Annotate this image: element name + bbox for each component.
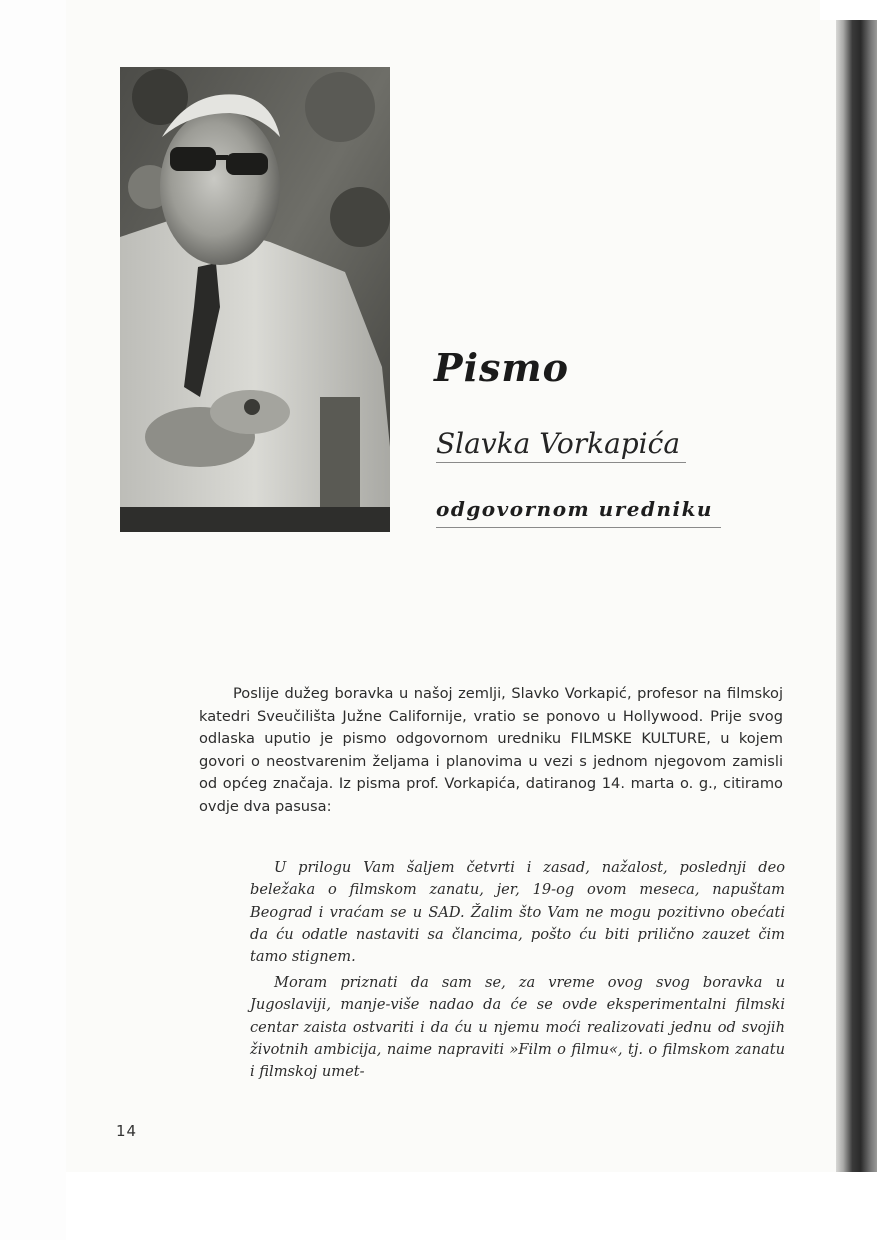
article-subtitle-recipient: odgovornom uredniku [436, 497, 721, 528]
bottom-margin [66, 1172, 877, 1240]
intro-paragraph: Poslije dužeg boravka u našoj zemlji, Slavko Vorkapić, profesor na filmskoj katedri Sveučilišta Južne Californije, vratio se ponovo u Hollywood. Prije svog odlaska uputio je pismo odgovornom uredniku FILMSKE KULTURE, u kojem govori o neostvarenim željama i planovima u vezi s jednom njegovom zamisli od općeg značaja. Iz pisma prof. Vorkapića, datiranog 14. marta o. g., citiramo ovdje dva pasusa: [199, 685, 783, 815]
left-margin [0, 0, 66, 1240]
article-subtitle-author: Slavka Vorkapića [436, 427, 686, 463]
gutter-top [820, 0, 877, 20]
quote-paragraph-2: Moram priznati da sam se, za vreme ovog svog boravka u Jugoslaviji, manje-više nadao da će se ovde eksperimentalni filmski centar zaista ostvariti i da ću u njemu moći realizovati jednu od svojih životnih ambicija, naime napraviti »Film o filmu«, tj. o filmskom zanatu i filmskoj umet- [250, 974, 785, 1081]
quote-paragraph-1: U prilogu Vam šaljem četvrti i zasad, nažalost, poslednji deo beležaka o filmskom zanatu, jer, 19-og ovom meseca, napuštam Beograd i vraćam se u SAD. Žalim što Vam ne mogu pozitivno obećati da ću odatle nastaviti sa člancima, pošto ću biti prilično zauzet čim tamo stignem. [250, 859, 785, 966]
portrait-photo [120, 67, 390, 532]
book-gutter [836, 0, 877, 1240]
page-number: 14 [116, 1122, 138, 1140]
article-title: Pismo [434, 345, 569, 390]
